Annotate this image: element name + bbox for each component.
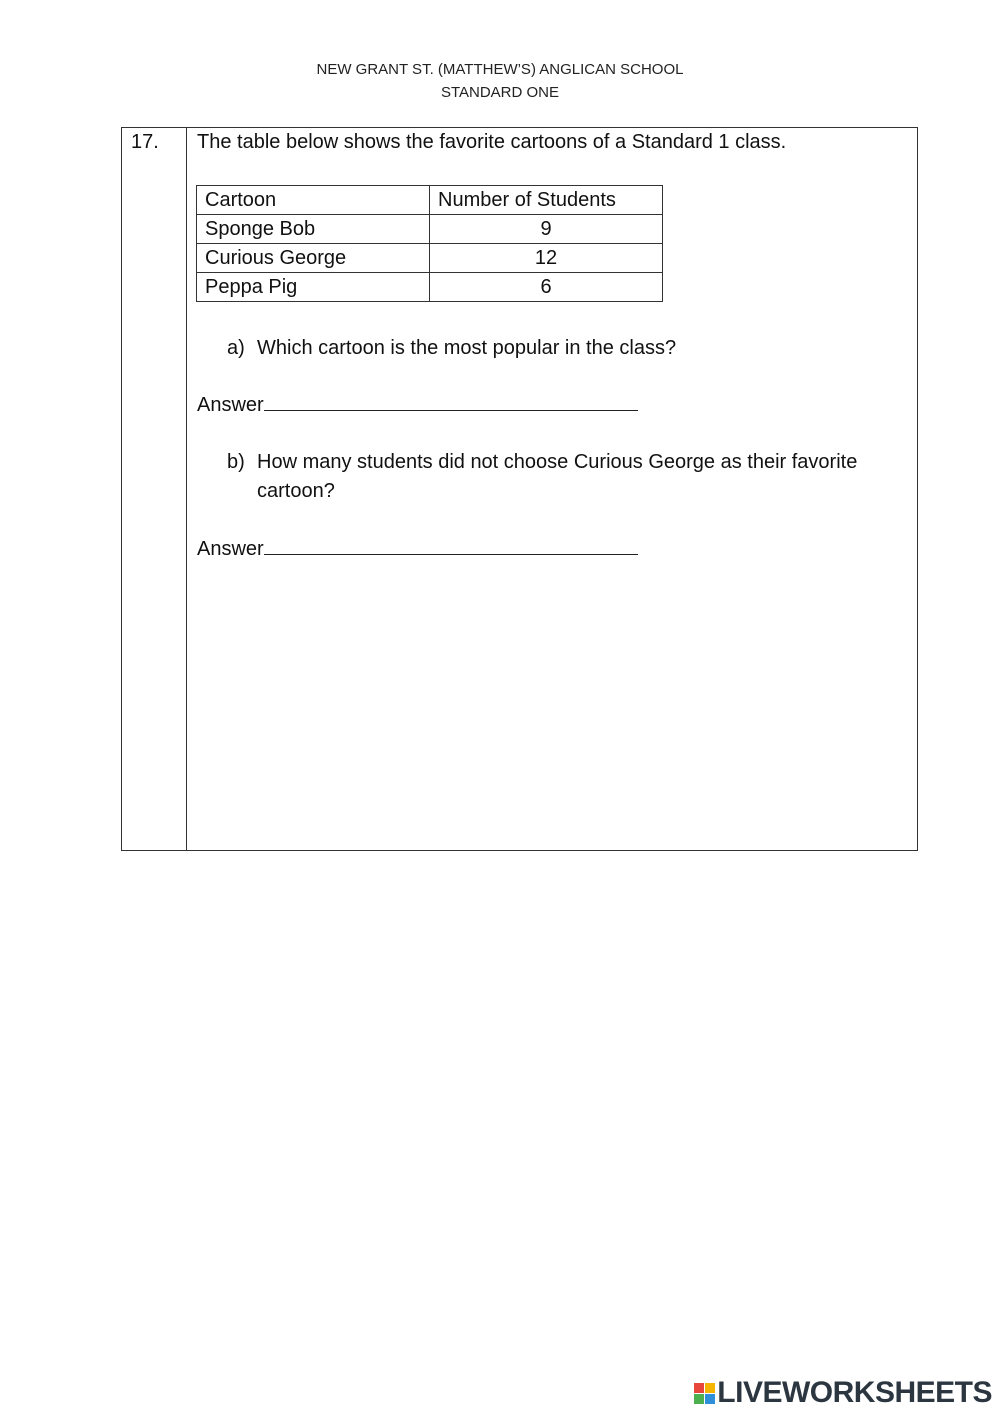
table-cell-count: 12 [430,244,663,273]
sub-question-a-letter: a) [227,337,245,359]
liveworksheets-wordmark: LIVEWORKSHEETS [717,1376,992,1409]
sub-question-a-text: Which cartoon is the most popular in the class? [257,337,677,359]
cartoon-table [196,185,663,302]
question-column-divider [186,127,187,851]
answer-a-label: Answer [197,394,264,416]
table-cell-count: 9 [430,215,663,244]
school-name: NEW GRANT ST. (MATTHEW’S) ANGLICAN SCHOOL [316,61,684,78]
table-cell-cartoon: Peppa Pig [197,273,430,302]
grade-level: STANDARD ONE [440,84,560,101]
sub-question-b-letter: b) [227,451,245,473]
liveworksheets-icon [694,1383,715,1404]
answer-b-label: Answer [197,538,264,560]
answer-a-line[interactable] [264,392,638,411]
answer-b [197,536,638,561]
table-cell-cartoon: Curious George [197,244,430,273]
answer-b-line[interactable] [264,536,638,555]
table-row [197,215,663,244]
answer-a [197,392,638,417]
logo-square-icon [705,1394,715,1404]
table-header-row [197,186,663,215]
liveworksheets-logo [694,1376,992,1410]
table-cell-count: 6 [430,273,663,302]
question-number: 17. [131,131,159,153]
table-header-students: Number of Students [430,186,663,215]
question-intro: The table below shows the favorite cartoons of a Standard 1 class. [197,131,787,153]
table-cell-cartoon: Sponge Bob [197,215,430,244]
table-header-cartoon: Cartoon [197,186,430,215]
logo-square-icon [694,1394,704,1404]
table-row [197,273,663,302]
logo-square-icon [694,1383,704,1393]
logo-square-icon [705,1383,715,1393]
sub-question-b-text: How many students did not choose Curious George as their favorite cartoon? [257,451,858,502]
table-row [197,244,663,273]
